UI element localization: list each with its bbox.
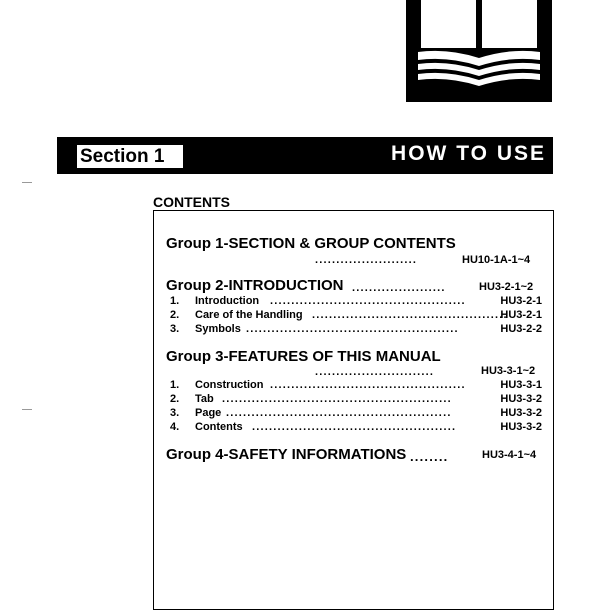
group-title: Group 2-INTRODUCTION <box>166 277 344 294</box>
group-title: Group 1-SECTION & GROUP CONTENTS <box>166 235 456 252</box>
list-item: 1. Construction .............................................. HU3-3-1 <box>170 379 542 391</box>
list-item: 1. Introduction .............................................. HU3-2-1 <box>170 295 542 307</box>
leader-dots: ........ <box>410 449 449 464</box>
margin-mark <box>22 182 32 183</box>
section-label: Section 1 <box>76 144 184 169</box>
leader-dots: ...................... <box>352 282 446 294</box>
open-book-icon <box>406 0 552 102</box>
group-ref: HU3-4-1~4 <box>482 449 537 461</box>
open-book-logo <box>406 0 552 102</box>
margin-mark <box>22 409 32 410</box>
group-ref: HU3-2-1~2 <box>479 281 534 293</box>
list-item: 3. Symbols .................................................. HU3-2-2 <box>170 323 542 335</box>
group-title: Group 3-FEATURES OF THIS MANUAL <box>166 348 441 365</box>
group-ref: HU10-1A-1~4 <box>462 254 531 266</box>
section-title: HOW TO USE <box>391 142 546 165</box>
group-title: Group 4-SAFETY INFORMATIONS <box>166 446 407 463</box>
list-item: 3. Page ..................................................... HU3-3-2 <box>170 407 542 419</box>
contents-heading: CONTENTS <box>153 194 230 210</box>
leader-dots: ............................ <box>315 366 435 378</box>
list-item: 2. Tab ...................................................... HU3-3-2 <box>170 393 542 405</box>
list-item: 2. Care of the Handling .............................................. HU3-2-1 <box>170 309 542 321</box>
leader-dots: ........................ <box>315 254 418 266</box>
group-ref: HU3-3-1~2 <box>481 365 536 377</box>
list-item: 4. Contents ................................................ HU3-3-2 <box>170 421 542 433</box>
